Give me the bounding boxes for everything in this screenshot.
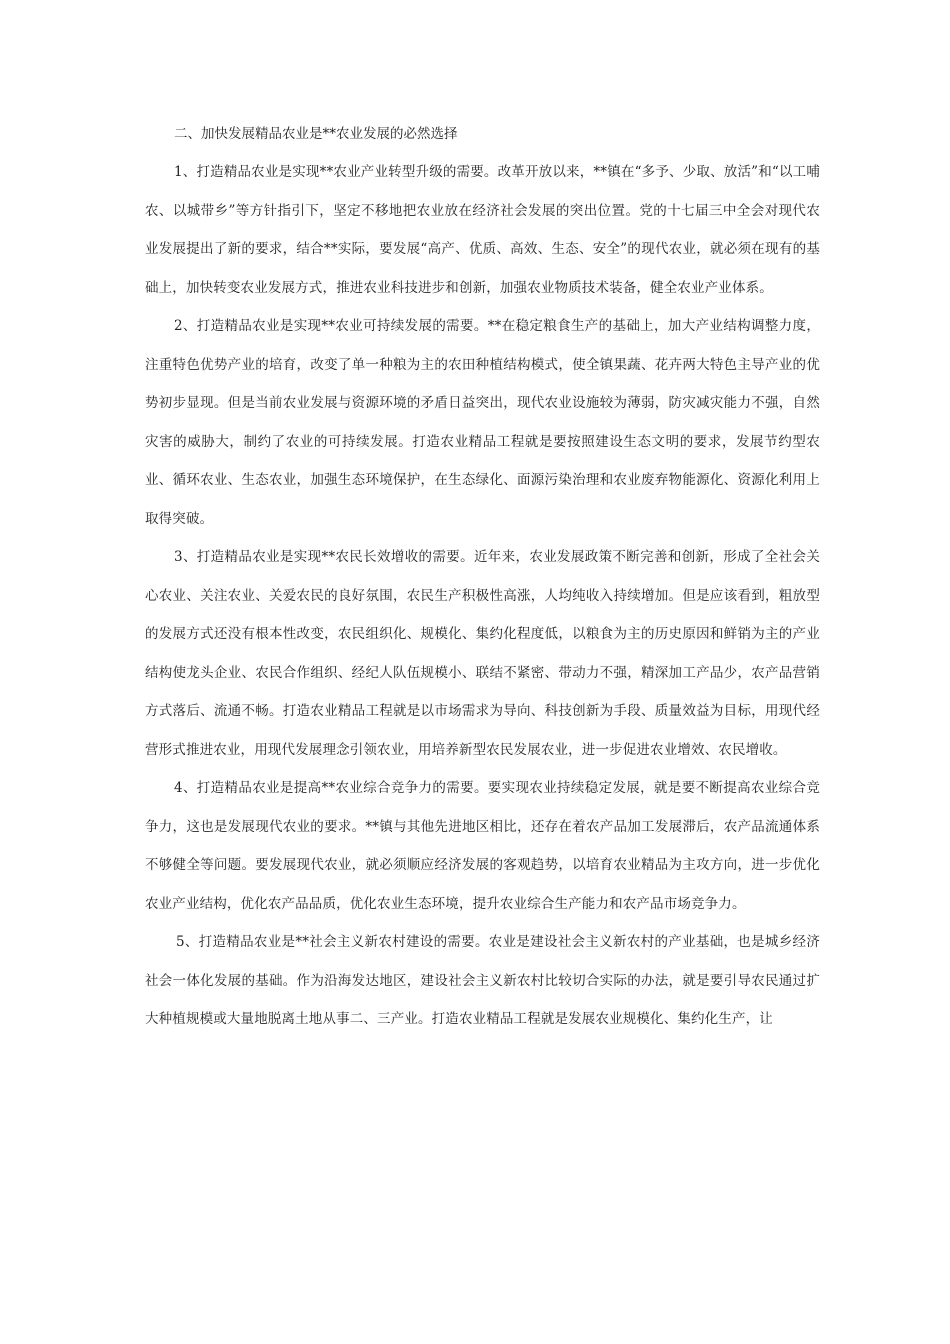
paragraph-4: 4、打造精品农业是提高**农业综合竞争力的需要。要实现农业持续稳定发展，就是要不断提高农业综合竞争力，这也是发展现代农业的要求。**镇与其他先进地区相比，还存在着农产品加工发展滞后，农产品流通体系不够健全等问题。要发展现代农业，就必须顺应经济发展的客观趋势，以培育农业精品为主攻方向，进一步优化农业产业结构，优化农产品品质，优化农业生态环境，提升农业综合生产能力和农产品市场竞争力。 bbox=[145, 780, 820, 912]
paragraph-3: 3、打造精品农业是实现**农民长效增收的需要。近年来，农业发展政策不断完善和创新，形成了全社会关心农业、关注农业、关爱农民的良好氛围，农民生产积极性高涨，人均纯收入持续增加。但是应该看到，粗放型的发展方式还没有根本性改变，农民组织化、规模化、集约化程度低，以粮食为主的历史原因和鲜销为主的产业结构使龙头企业、农民合作组织、经纪人队伍规模小、联结不紧密、带动力不强，精深加工产品少，农产品营销方式落后、流通不畅。打造农业精品工程就是以市场需求为导向、科技创新为手段、质量效益为目标，用现代经营形式推进农业，用现代发展理念引领农业，用培养新型农民发展农业，进一步促进农业增效、农民增收。 bbox=[145, 549, 820, 758]
paragraph-2: 2、打造精品农业是实现**农业可持续发展的需要。**在稳定粮食生产的基础上，加大产业结构调整力度，注重特色优势产业的培育，改变了单一种粮为主的农田种植结构模式，使全镇果蔬、花卉两大特色主导产业的优势初步显现。但是当前农业发展与资源环境的矛盾日益突出，现代农业设施较为薄弱，防灾减灾能力不强，自然灾害的威胁大，制约了农业的可持续发展。打造农业精品工程就是要按照建设生态文明的要求，发展节约型农业、循环农业、生态农业，加强生态环境保护，在生态绿化、面源污染治理和农业废弃物能源化、资源化利用上取得突破。 bbox=[145, 318, 820, 527]
document-body bbox=[145, 115, 820, 1039]
section-heading: 二、加快发展精品农业是**农业发展的必然选择 bbox=[174, 126, 458, 142]
paragraph-1: 1、打造精品农业是实现**农业产业转型升级的需要。改革开放以来，**镇在“多予、少取、放活”和“以工哺农、以城带乡”等方针指引下，坚定不移地把农业放在经济社会发展的突出位置。党的十七届三中全会对现代农业发展提出了新的要求，结合**实际，要发展“高产、优质、高效、生态、安全”的现代农业，就必须在现有的基础上，加快转变农业发展方式，推进农业科技进步和创新，加强农业物质技术装备，健全农业产业体系。 bbox=[145, 164, 820, 296]
paragraph-5: 5、打造精品农业是**社会主义新农村建设的需要。农业是建设社会主义新农村的产业基础，也是城乡经济社会一体化发展的基础。作为沿海发达地区，建设社会主义新农村比较切合实际的办法，就是要引导农民通过扩大种植规模或大量地脱离土地从事二、三产业。打造农业精品工程就是发展农业规模化、集约化生产，让 bbox=[145, 934, 820, 1027]
